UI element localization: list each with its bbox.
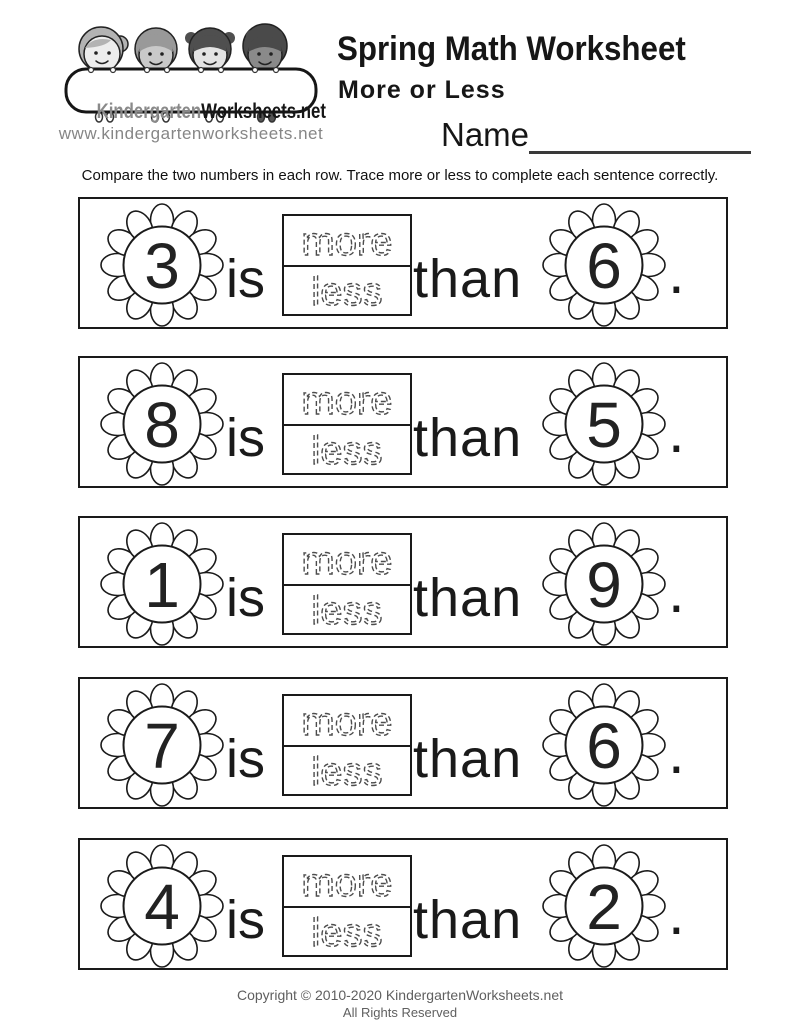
rights-text: All Rights Reserved [342,1005,458,1020]
worksheet-row [78,356,728,488]
page-subtitle: More or Less [338,76,506,104]
right-number: 5 [586,389,622,461]
right-number: 2 [586,871,622,943]
trace-word-more [284,696,410,745]
worksheet-row [78,516,728,648]
left-number-flower [100,203,224,327]
svg-text:less: less [311,429,383,473]
svg-text:less: less [311,589,383,633]
kid-boy-dark [243,24,287,72]
sentence-period: . [668,558,685,625]
trace-word-less [284,906,410,955]
trace-choice-box [282,694,412,796]
left-number: 8 [144,389,180,461]
sentence-period: . [668,719,685,786]
name-row [441,116,751,154]
trace-word-more [284,375,410,424]
word-is: is [226,408,265,468]
left-number: 7 [144,710,180,782]
right-number: 6 [586,710,622,782]
sentence-period: . [668,880,685,947]
left-number: 1 [144,549,180,621]
right-number: 6 [586,230,622,302]
trace-word-more [284,535,410,584]
kid-girl-pigtails [185,28,235,72]
copyright-text: Copyright © 2010-2020 KindergartenWorksheets.net [236,987,564,1003]
word-than: than [413,568,523,628]
left-number-flower [100,844,224,968]
trace-word-less [284,265,410,314]
worksheet-row [78,677,728,809]
word-than: than [413,249,523,309]
trace-word-less [284,584,410,633]
instructions-text: Compare the two numbers in each row. Trace more or less to complete each sentence correctly. [81,167,719,184]
svg-text:more: more [301,539,393,583]
trace-word-more [284,857,410,906]
right-number-flower [542,522,666,646]
trace-word-less [284,424,410,473]
svg-text:less: less [311,750,383,794]
word-is: is [226,249,265,309]
word-than: than [413,408,523,468]
footer [0,987,800,1020]
name-label: Name [441,116,530,153]
right-number-flower [542,362,666,486]
left-number-flower [100,522,224,646]
svg-text:more: more [301,700,393,744]
left-number: 4 [144,871,180,943]
svg-text:more: more [301,379,393,423]
trace-choice-box [282,214,412,316]
sentence-period: . [668,398,685,465]
trace-word-more [284,216,410,265]
trace-choice-box [282,533,412,635]
worksheet-row [78,838,728,970]
word-is: is [226,568,265,628]
kid-girl-ponytail [79,27,128,72]
trace-choice-box [282,855,412,957]
svg-text:more: more [301,861,393,905]
site-logo [63,22,326,126]
worksheet-row [78,197,728,329]
right-number-flower [542,203,666,327]
left-number-flower [100,362,224,486]
right-number: 9 [586,549,622,621]
website-url: www.kindergartenworksheets.net [58,124,324,143]
logo-wordmark-worksheets: Worksheets.net [201,100,326,123]
word-than: than [413,729,523,789]
svg-text:more: more [301,220,393,264]
page-title: Spring Math Worksheet [337,30,686,68]
word-is: is [226,890,265,950]
svg-text:less: less [311,270,383,314]
kid-boy-gray [135,28,177,72]
left-number: 3 [144,230,180,302]
left-number-flower [100,683,224,807]
logo-wordmark-kindergarten: Kindergarten [96,100,202,123]
sentence-period: . [668,239,685,306]
right-number-flower [542,683,666,807]
word-is: is [226,729,265,789]
word-than: than [413,890,523,950]
svg-text:less: less [311,911,383,955]
trace-word-less [284,745,410,794]
trace-choice-box [282,373,412,475]
right-number-flower [542,844,666,968]
name-blank-line [529,121,751,154]
